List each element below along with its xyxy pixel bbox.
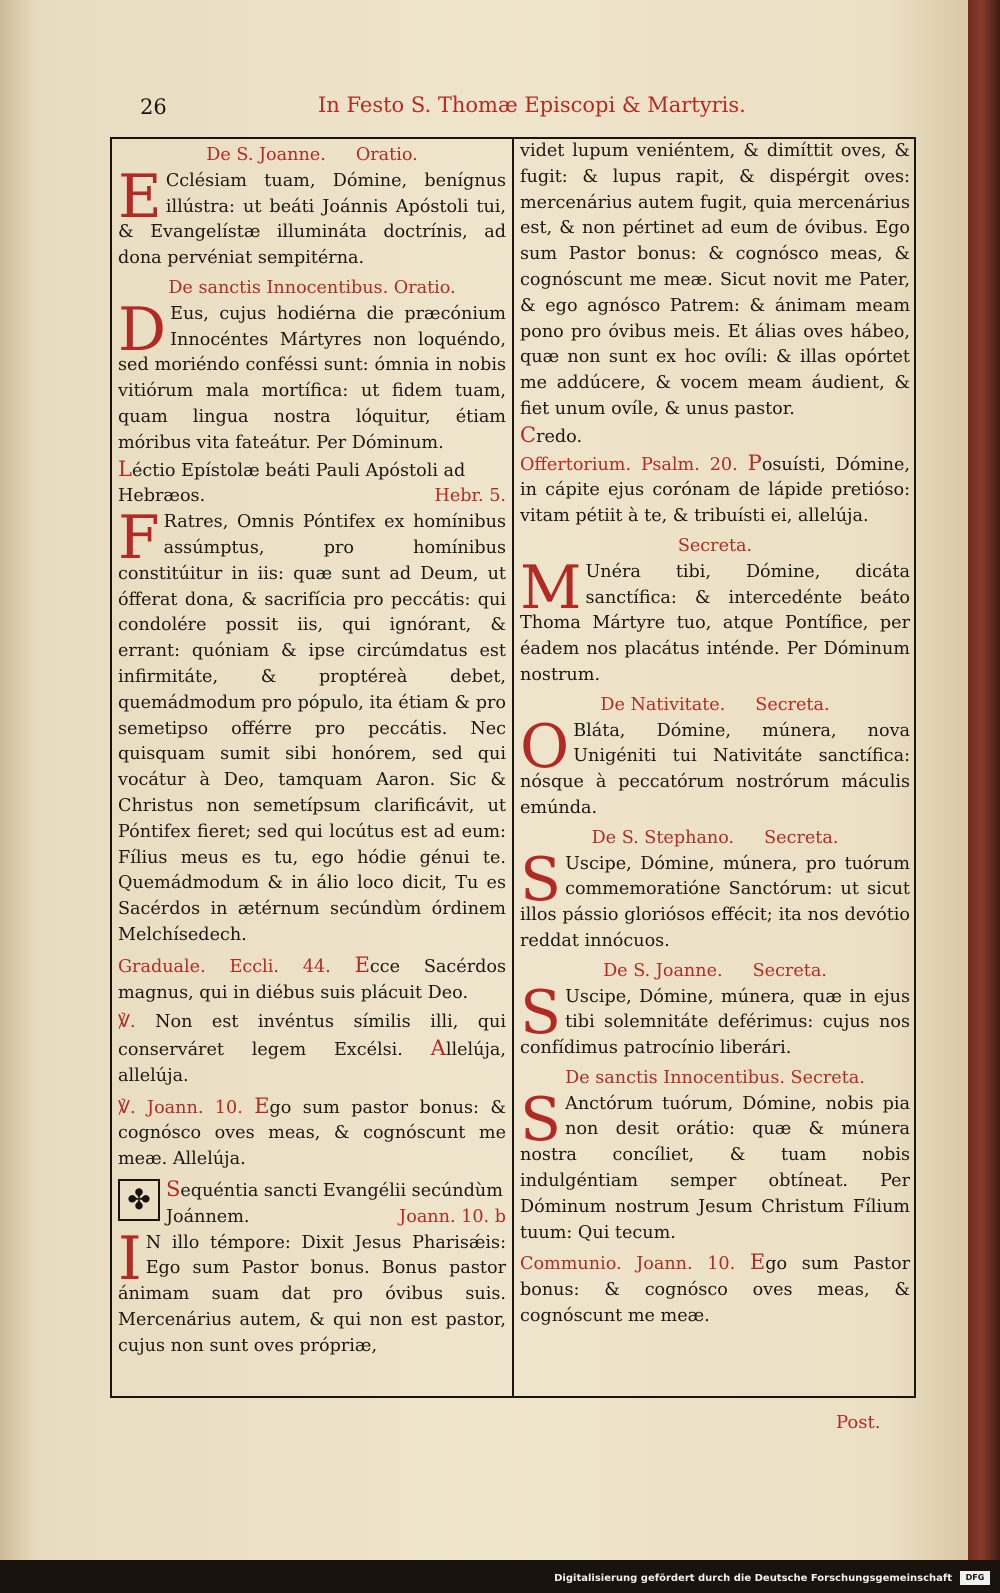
drop-initial: F [118, 503, 160, 574]
sequentia-reference: Joann. 10. b [399, 1206, 506, 1227]
sequentia-heading: ✤ Sequéntia sancti Evangélii secúndùm Joánnem. Joann. 10. b [118, 1177, 506, 1231]
rubric-oratio-innocentibus: De sanctis Innocentibus. Oratio. [168, 277, 456, 298]
graduale-rubric: Graduale. Eccli. 44. [118, 956, 331, 977]
column-divider [512, 137, 514, 1398]
offertorium: Offertorium. Psalm. 20. Posuísti, Dómine, in cápite ejus corónam de lápide pretióso: vitam pétiit à te, & tribuísti ei, allelúja. [520, 450, 910, 527]
secreta-joanne: S Uscipe, Dómine, múnera, quæ in ejus tibi solemnitáte deférimus: cujus nos confídimus patrocínio liberári. [520, 977, 910, 1059]
left-column [118, 139, 506, 1360]
drop-initial: M [520, 552, 582, 623]
secreta-stephano: S Uscipe, Dómine, múnera, pro tuórum commemoratióne Sanctórum: ut sicut illos pássio gloriósos effécit; ita nos devótio reddat innócuos. [520, 844, 910, 951]
drop-initial: O [520, 711, 570, 782]
rubric-secreta-nativitate: De Nativitate. Secreta. [600, 694, 830, 715]
evangelium-continued: videt lupum veniéntem, & dimíttit oves, & fugit: & lupus rapit, & dispérgit oves: mercenárius autem fugit, quia mercenárius est, & non pértinet ad eum de óvibus. Ego sum Pastor bonus: & cognósco meas, & cognóscunt me meæ. Sicut novit me Pater, & ego agnósco Patrem: & ánimam meam pono pro óvibus meis. Et álias oves hábeo, quæ non sunt ex hoc ovíli: & illas opórtet me addúcere, & vocem meam áudient, & fiet unum ovíle, & unus pastor. [520, 141, 910, 419]
credo: Credo. [520, 422, 583, 447]
drop-initial: D [118, 294, 167, 365]
lectio-text: F Ratres, Omnis Póntifex ex homínibus assúmptus, pro homínibus constitúitur in iis: quæ sunt ad Deum, ut ófferat dona, & sacrifícia pro peccátis: qui condolére possit iis, qui ignórant, & errant: quóniam & ipse circúmdatus est infirmitáte, & proptéreà debet, quemádmodum pro pópulo, ita étiam & pro semetipso offérre pro peccátis. Nec quisquam sumit sibi honórem, sed qui vocátur à Deo, tamquam Aaron. Sic & Christus non semetípsum clarificávit, ut Póntifex fieret; sed qui locútus est ad eum: Fílius meus es tu, ego hódie génui te. Quemádmodum & in álio loco dicit, Tu es Sacérdos in ætérnum secúndùm órdinem Melchísedech. [118, 503, 506, 945]
drop-initial: S [520, 844, 562, 915]
rubric-oratio-joanne: De S. Joanne. Oratio. [206, 145, 418, 165]
graduale: Graduale. Eccli. 44. Ecce Sacérdos magnus, qui in diébus suis plácuit Deo. [118, 952, 506, 1003]
right-column [520, 139, 910, 1330]
dfg-logo: DFG [960, 1571, 990, 1585]
footer-credit: Digitalisierung gefördert durch die Deutsche Forschungsgemeinschaft [554, 1573, 952, 1584]
book-edge [968, 0, 1000, 1593]
rubric-secreta: Secreta. [677, 535, 753, 556]
communio: Communio. Joann. 10. Ego sum Pastor bonus: & cognósco oves meas, & cognóscunt me meæ. [520, 1250, 910, 1327]
ornament-cross-icon [118, 1179, 160, 1221]
drop-initial: S [520, 977, 562, 1048]
secreta-main: M Unéra tibi, Dómine, dicáta sanctífica: & intercedénte beáto Thoma Mártyre tuo, atque Pontífice, per éadem nos placátus inténde. Per Dóminum nostrum. [520, 552, 910, 685]
drop-initial: E [118, 161, 162, 232]
rubric-secreta-joanne: De S. Joanne. Secreta. [603, 960, 827, 981]
secreta-nativitate: O Bláta, Dómine, múnera, nova Unigéniti tui Nativitáte sanctífica: nósque à peccatórum nostrórum máculis emúnda. [520, 711, 910, 818]
versicle-2: ℣. Joann. 10. Ego sum pastor bonus: & cognósco oves meas, & cognóscunt me meæ. Allelúja. [118, 1093, 507, 1170]
drop-initial: I [118, 1223, 142, 1294]
rubric-secreta-innocentibus: De sanctis Innocentibus. Secreta. [565, 1067, 865, 1088]
secreta-innocentibus: S Anctórum tuórum, Dómine, nobis pia non desit orátio: quæ & múnera nostra concíliet, & tuam nobis indulgéntiam semper obtíneat. Per Dóminum nostrum Jesum Christum Fílium tuum: Qui tecum. [520, 1084, 910, 1243]
running-title: In Festo S. Thomæ Episcopi & Martyris. [318, 93, 746, 117]
versicle-1: ℣. Non est invéntus símilis illi, qui conserváret legem Excélsi. Allelúja, allelúja. [118, 1012, 507, 1086]
versicle-icon: ℣. [118, 1012, 136, 1033]
lectio-heading: Léctio Epístolæ beáti Pauli Apóstoli ad Hebræos. Hebr. 5. [118, 457, 506, 511]
lectio-reference: Hebr. 5. [434, 486, 506, 507]
drop-initial: S [520, 1084, 562, 1155]
rubric-secreta-stephano: De S. Stephano. Secreta. [591, 827, 839, 848]
communio-rubric: Communio. Joann. 10. [520, 1254, 736, 1275]
page-number: 26 [140, 95, 167, 119]
oratio-joanne: E Cclésiam tuam, Dómine, benígnus illústra: ut beáti Joánnis Apóstoli tui, & Evangelístæ illumináta doctrínis, ad dona pervéniat sempitérna. [118, 161, 506, 269]
offertorium-rubric: Offertorium. Psalm. 20. [520, 454, 738, 475]
evangelium-text: I N illo témpore: Dixit Jesus Pharisǽis: Ego sum Pastor bonus. Bonus pastor ánimam suam dat pro óvibus suis. Mercenárius autem, & qui non est pastor, cujus non sunt oves própriæ, [118, 1223, 506, 1356]
oratio-innocentibus: D Eus, cujus hodiérna die præcónium Innocéntes Mártyres non loquéndo, sed moriéndo conféssi sunt: ómnia in nobis vitiórum mala mortífica: ut fidem tuam, quam lingua nostra lóquitur, étiam móribus vita fateátur. Per Dóminum. [118, 294, 506, 453]
versicle-rubric: ℣. Joann. 10. [118, 1097, 243, 1118]
catchword: Post. [836, 1412, 881, 1433]
